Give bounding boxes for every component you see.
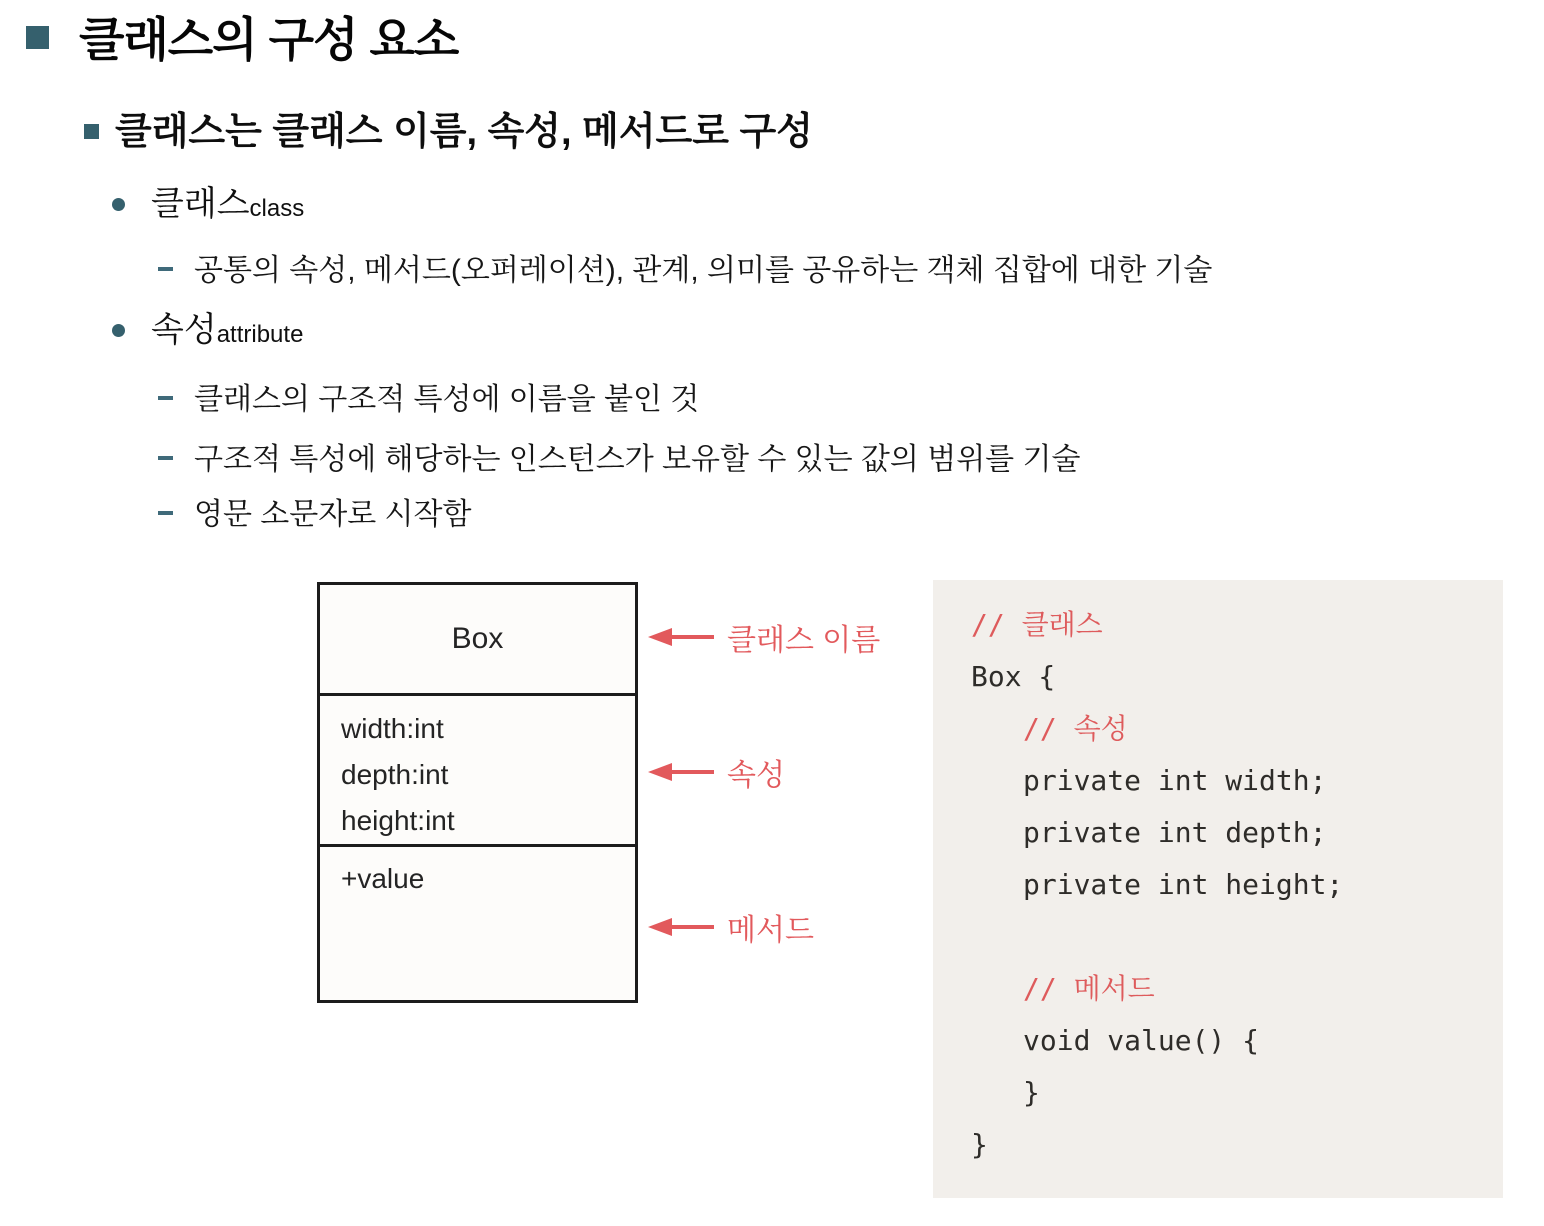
bullet-square-large bbox=[26, 26, 49, 49]
annotation-methods bbox=[648, 904, 814, 950]
arrow-shaft bbox=[672, 925, 714, 929]
bullet-dot bbox=[112, 198, 125, 211]
term-text: 속성 bbox=[151, 311, 217, 349]
uml-attribute: width:int bbox=[341, 713, 444, 744]
code-line: private int width; bbox=[1023, 764, 1327, 797]
bullet-term-attribute bbox=[112, 307, 303, 357]
subtitle-row bbox=[84, 100, 813, 164]
annotation-class-name bbox=[648, 614, 880, 660]
uml-class-box bbox=[317, 582, 638, 1003]
annotation-label: 속성 bbox=[727, 759, 785, 792]
arrow-shaft bbox=[672, 635, 714, 639]
detail-text: 구조적 특성에 해당하는 인스턴스가 보유할 수 있는 값의 범위를 기술 bbox=[194, 443, 1081, 476]
uml-method: +value bbox=[341, 863, 425, 894]
code-line: } bbox=[1023, 1076, 1040, 1109]
code-line: void value() { bbox=[1023, 1024, 1260, 1057]
code-line: // 메서드 bbox=[1023, 972, 1155, 1005]
bullet-dot bbox=[112, 324, 125, 337]
subtitle: 클래스는 클래스 이름, 속성, 메서드로 구성 bbox=[115, 111, 813, 153]
code-line: Box { bbox=[971, 660, 1056, 693]
detail-row bbox=[158, 493, 472, 537]
code-line: private int height; bbox=[1023, 868, 1344, 901]
title-row bbox=[26, 10, 458, 70]
detail-row bbox=[158, 438, 1080, 482]
page-title: 클래스의 구성 요소 bbox=[79, 13, 459, 66]
uml-class-name: Box bbox=[320, 585, 635, 696]
code-line: // 속성 bbox=[1023, 712, 1128, 745]
term-subscript: class bbox=[249, 195, 305, 222]
left-arrow-icon bbox=[648, 918, 672, 936]
left-arrow-icon bbox=[648, 763, 672, 781]
code-line: } bbox=[971, 1128, 988, 1161]
bullet-dash bbox=[158, 456, 173, 460]
arrow-shaft bbox=[672, 770, 714, 774]
annotation-attributes bbox=[648, 749, 785, 795]
code-line-blank bbox=[971, 911, 1503, 963]
bullet-square-small bbox=[84, 124, 99, 139]
uml-attributes-compartment bbox=[320, 696, 635, 847]
left-arrow-icon bbox=[648, 628, 672, 646]
term-text: 클래스 bbox=[151, 185, 250, 223]
detail-row bbox=[158, 249, 1212, 293]
code-line: // 클래스 bbox=[971, 608, 1103, 641]
term-label bbox=[151, 181, 304, 231]
detail-text: 공통의 속성, 메서드(오퍼레이션), 관계, 의미를 공유하는 객체 집합에 대한 기술 bbox=[194, 254, 1213, 287]
bullet-term-class bbox=[112, 181, 304, 231]
bullet-dash bbox=[158, 396, 173, 400]
uml-methods-compartment bbox=[320, 847, 635, 1000]
bullet-dash bbox=[158, 267, 173, 271]
annotation-label: 클래스 이름 bbox=[727, 624, 881, 657]
uml-attribute: depth:int bbox=[341, 759, 449, 790]
uml-attribute: height:int bbox=[341, 805, 455, 836]
code-block bbox=[933, 580, 1503, 1198]
detail-text: 클래스의 구조적 특성에 이름을 붙인 것 bbox=[194, 383, 700, 416]
term-label bbox=[151, 307, 303, 357]
detail-text: 영문 소문자로 시작함 bbox=[194, 498, 472, 531]
detail-row bbox=[158, 378, 699, 422]
annotation-label: 메서드 bbox=[727, 914, 814, 947]
term-subscript: attribute bbox=[216, 321, 304, 348]
bullet-dash bbox=[158, 511, 173, 515]
code-line: private int depth; bbox=[1023, 816, 1327, 849]
